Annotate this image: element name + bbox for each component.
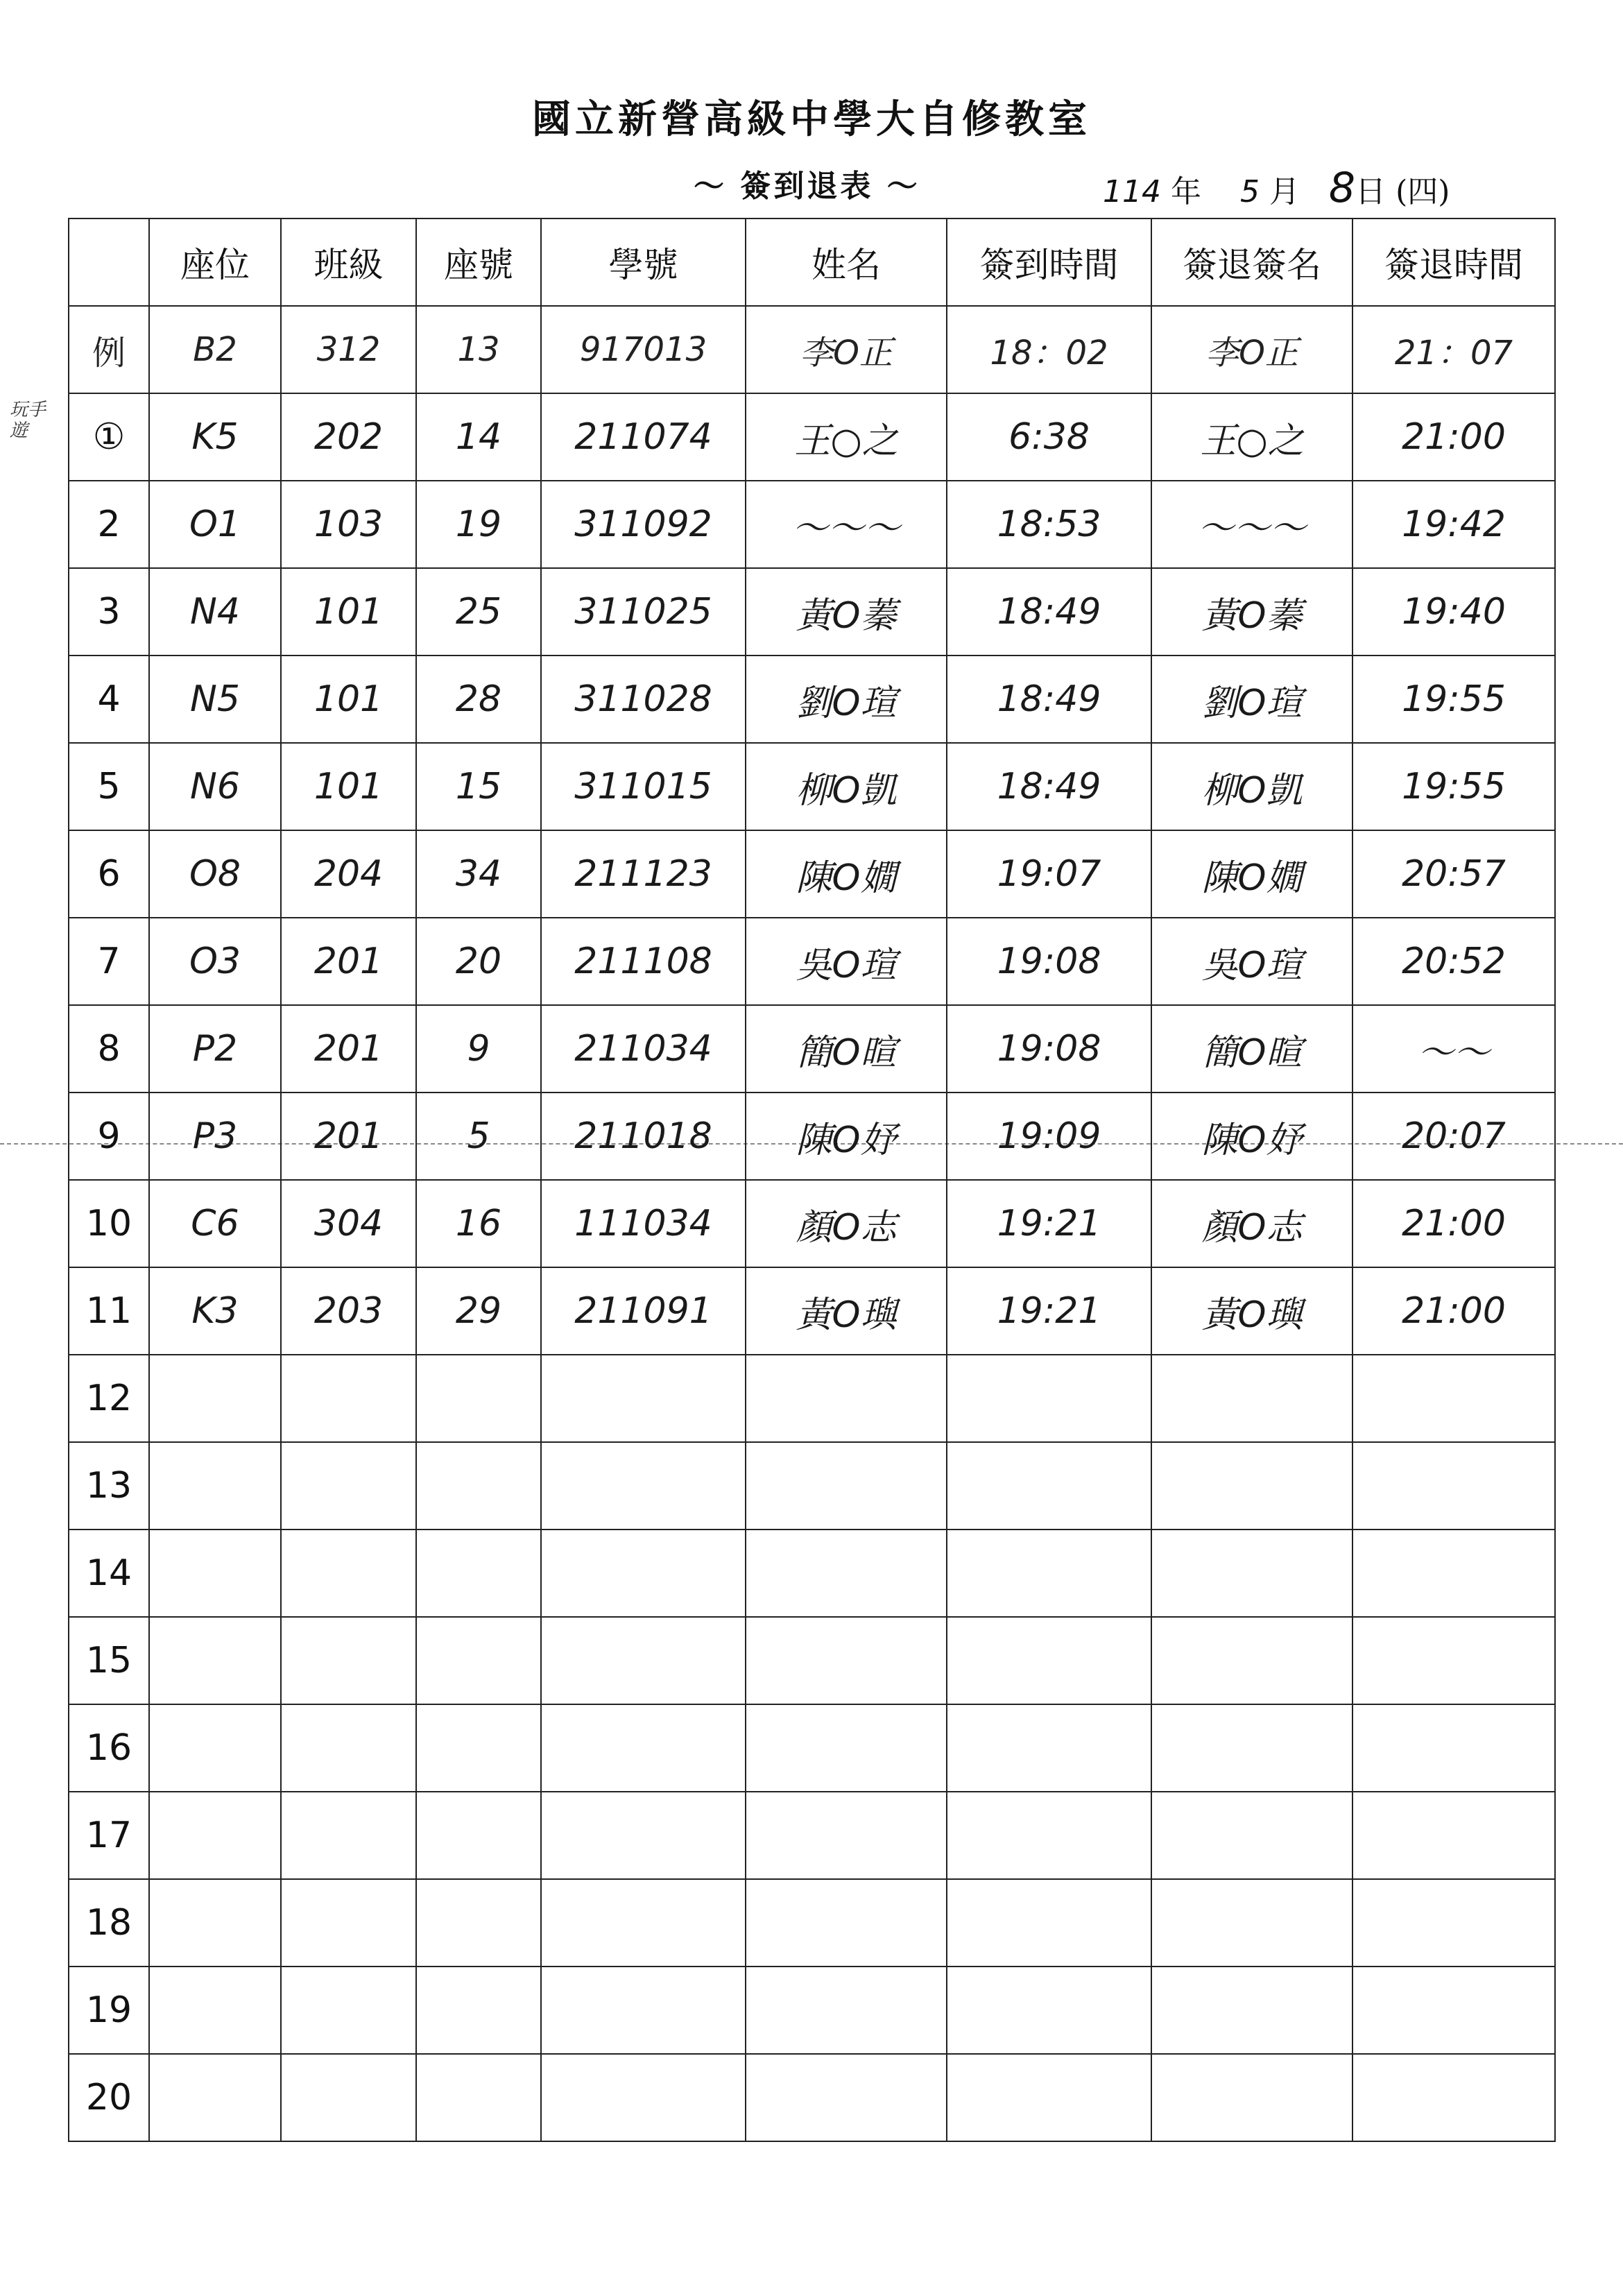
class-cell: 304 [281,1180,416,1267]
col-header-sign-out-name: 簽退簽名 [1151,219,1352,306]
seat-cell [149,1530,281,1617]
class-cell [281,1967,416,2054]
row-no: 3 [69,568,149,656]
student-id-cell [541,1704,746,1792]
student-id-cell [541,1442,746,1530]
row-no: 12 [69,1355,149,1442]
table-row [69,1879,1555,1967]
class-cell: 201 [281,1093,416,1180]
name-cell: 劉O瑄 [746,656,947,743]
sign-in-time-cell: 19:08 [947,918,1151,1005]
sign-out-name-cell [1151,1704,1352,1792]
seat-cell: O8 [149,830,281,918]
sign-out-name-cell: 吳O瑄 [1151,918,1352,1005]
sign-out-time-cell [1352,1879,1555,1967]
row-no: ① [69,393,149,481]
sign-out-name-cell: 陳O妤 [1151,1093,1352,1180]
student-id-cell: 311025 [541,568,746,656]
student-id-cell [541,2054,746,2141]
name-cell [746,1792,947,1879]
row-no: 4 [69,656,149,743]
seat-no-cell: 13 [416,306,541,393]
sign-out-time-cell: ～～ [1352,1005,1555,1093]
table-row [69,1355,1555,1442]
student-id-cell: 211108 [541,918,746,1005]
sign-out-name-cell: 黃O蓁 [1151,568,1352,656]
col-header-student-id: 學號 [541,219,746,306]
seat-no-cell [416,1442,541,1530]
table-row [69,481,1555,568]
row-no: 5 [69,743,149,830]
seat-no-cell: 19 [416,481,541,568]
seat-cell: B2 [149,306,281,393]
sign-out-time-cell: 21:00 [1352,1267,1555,1355]
sign-out-time-cell: 19:55 [1352,656,1555,743]
seat-cell: O3 [149,918,281,1005]
table-row [69,1792,1555,1879]
class-cell: 101 [281,656,416,743]
sign-in-time-cell: 19:21 [947,1267,1151,1355]
seat-no-cell: 14 [416,393,541,481]
seat-cell: N6 [149,743,281,830]
form-title: 國立新營高級中學大自修教室 [532,96,1091,142]
sign-in-time-cell: 18:49 [947,568,1151,656]
seat-no-cell [416,1617,541,1704]
row-no: 10 [69,1180,149,1267]
sign-in-time-cell: 18:49 [947,656,1151,743]
row-no: 9 [69,1093,149,1180]
date-weekday: (四) [1396,174,1450,209]
sign-in-time-cell [947,1355,1151,1442]
class-cell [281,1704,416,1792]
student-id-cell [541,1792,746,1879]
name-cell: 柳O凱 [746,743,947,830]
col-header-no [69,219,149,306]
seat-no-cell: 15 [416,743,541,830]
class-cell: 312 [281,306,416,393]
seat-no-cell [416,1879,541,1967]
sign-in-time-cell: 18:53 [947,481,1151,568]
name-cell: 吳O瑄 [746,918,947,1005]
row-no: 17 [69,1792,149,1879]
name-cell: ～～～ [746,481,947,568]
row-no: 15 [69,1617,149,1704]
sign-out-name-cell: ～～～ [1151,481,1352,568]
date-month: 5 [1239,174,1260,209]
example-row [69,306,1555,393]
sign-out-name-cell [1151,1879,1352,1967]
table-row [69,1005,1555,1093]
table-row [69,830,1555,918]
date-line [1103,164,1450,212]
name-cell: 陳O嫺 [746,830,947,918]
sign-out-time-cell [1352,1355,1555,1442]
table-row [69,656,1555,743]
student-id-cell [541,1530,746,1617]
sign-in-time-cell: 19:07 [947,830,1151,918]
seat-cell: N4 [149,568,281,656]
seat-no-cell: 34 [416,830,541,918]
name-cell [746,1617,947,1704]
name-cell: 簡O暄 [746,1005,947,1093]
sign-in-time-cell: 19:21 [947,1180,1151,1267]
sign-out-name-cell [1151,2054,1352,2141]
name-cell [746,1967,947,2054]
row-no: 例 [69,306,149,393]
sign-in-time-cell [947,1442,1151,1530]
student-id-cell [541,1355,746,1442]
sign-out-name-cell: 黃O璵 [1151,1267,1352,1355]
date-month-unit: 月 [1269,174,1300,209]
class-cell: 201 [281,918,416,1005]
name-cell: 李O正 [746,306,947,393]
col-header-seat-no: 座號 [416,219,541,306]
date-year-unit: 年 [1170,174,1201,209]
side-note: 玩手遊 [10,400,46,441]
class-cell: 101 [281,568,416,656]
student-id-cell: 311028 [541,656,746,743]
sign-in-time-cell [947,1704,1151,1792]
table-row [69,1967,1555,2054]
sign-in-time-cell [947,1530,1151,1617]
seat-cell [149,1617,281,1704]
sign-out-time-cell [1352,1617,1555,1704]
row-no: 8 [69,1005,149,1093]
sign-out-name-cell [1151,1792,1352,1879]
seat-no-cell: 16 [416,1180,541,1267]
date-day: 8 [1328,164,1356,212]
seat-cell: P2 [149,1005,281,1093]
class-cell [281,1530,416,1617]
class-cell: 201 [281,1005,416,1093]
seat-cell [149,1704,281,1792]
seat-cell: P3 [149,1093,281,1180]
sign-out-time-cell [1352,2054,1555,2141]
table-row [69,918,1555,1005]
student-id-cell: 211074 [541,393,746,481]
sign-out-time-cell: 21:00 [1352,1180,1555,1267]
name-cell: 王○之 [746,393,947,481]
name-cell: 黃O璵 [746,1267,947,1355]
sign-in-time-cell [947,1879,1151,1967]
seat-cell [149,1967,281,2054]
table-row [69,1267,1555,1355]
seat-cell: K5 [149,393,281,481]
sign-out-name-cell [1151,1442,1352,1530]
seat-cell [149,1879,281,1967]
table-row [69,568,1555,656]
col-header-class: 班級 [281,219,416,306]
sign-out-name-cell: 陳O嫺 [1151,830,1352,918]
sign-in-time-cell [947,1617,1151,1704]
table-row [69,1442,1555,1530]
sign-out-time-cell: 20:07 [1352,1093,1555,1180]
date-day-unit: 日 [1355,174,1386,209]
class-cell: 101 [281,743,416,830]
table-row [69,1093,1555,1180]
student-id-cell [541,1967,746,2054]
row-no: 20 [69,2054,149,2141]
class-cell [281,1617,416,1704]
table-row [69,1617,1555,1704]
class-cell [281,1442,416,1530]
sign-in-time-cell: 6:38 [947,393,1151,481]
sign-out-time-cell [1352,1792,1555,1879]
name-cell [746,1530,947,1617]
seat-no-cell: 25 [416,568,541,656]
name-cell [746,1879,947,1967]
seat-no-cell [416,1792,541,1879]
table-row [69,1704,1555,1792]
seat-cell: O1 [149,481,281,568]
sign-out-name-cell: 顏O志 [1151,1180,1352,1267]
class-cell [281,1355,416,1442]
class-cell [281,2054,416,2141]
row-no: 16 [69,1704,149,1792]
sign-out-time-cell: 21:00 [1352,393,1555,481]
row-no: 7 [69,918,149,1005]
row-no: 19 [69,1967,149,2054]
name-cell [746,1442,947,1530]
seat-cell: C6 [149,1180,281,1267]
sign-in-time-cell: 19:08 [947,1005,1151,1093]
sign-out-time-cell: 19:55 [1352,743,1555,830]
seat-no-cell: 28 [416,656,541,743]
student-id-cell: 211018 [541,1093,746,1180]
sign-out-name-cell: 劉O瑄 [1151,656,1352,743]
table-row [69,743,1555,830]
sign-in-time-cell: 19:09 [947,1093,1151,1180]
sign-in-time-cell [947,1792,1151,1879]
name-cell [746,1355,947,1442]
sign-out-name-cell: 王○之 [1151,393,1352,481]
seat-no-cell: 20 [416,918,541,1005]
table-row [69,1180,1555,1267]
sign-out-time-cell: 20:57 [1352,830,1555,918]
name-cell [746,2054,947,2141]
sign-out-time-cell [1352,1704,1555,1792]
seat-cell [149,1355,281,1442]
date-year: 114 [1103,174,1161,209]
sign-out-time-cell: 19:40 [1352,568,1555,656]
sign-out-time-cell: 19:42 [1352,481,1555,568]
seat-cell: N5 [149,656,281,743]
table-row [69,393,1555,481]
sign-in-time-cell: 18:49 [947,743,1151,830]
row-no: 6 [69,830,149,918]
col-header-sign-out: 簽退時間 [1352,219,1555,306]
row-no: 13 [69,1442,149,1530]
sign-out-time-cell [1352,1442,1555,1530]
seat-no-cell [416,1704,541,1792]
student-id-cell: 311015 [541,743,746,830]
seat-no-cell: 9 [416,1005,541,1093]
form-subtitle: ～ 簽到退表 ～ [694,169,920,204]
seat-no-cell: 29 [416,1267,541,1355]
student-id-cell: 211091 [541,1267,746,1355]
student-id-cell [541,1879,746,1967]
col-header-sign-in: 簽到時間 [947,219,1151,306]
seat-no-cell [416,1530,541,1617]
sign-out-name-cell [1151,1355,1352,1442]
table-row [69,1530,1555,1617]
row-no: 2 [69,481,149,568]
seat-no-cell [416,1967,541,2054]
class-cell: 203 [281,1267,416,1355]
student-id-cell: 211123 [541,830,746,918]
sign-out-time-cell [1352,1530,1555,1617]
class-cell: 204 [281,830,416,918]
sign-out-name-cell: 簡O暄 [1151,1005,1352,1093]
col-header-name: 姓名 [746,219,947,306]
row-no: 11 [69,1267,149,1355]
student-id-cell: 917013 [541,306,746,393]
seat-no-cell [416,2054,541,2141]
sign-out-name-cell [1151,1967,1352,2054]
sign-in-time-cell [947,1967,1151,2054]
student-id-cell [541,1617,746,1704]
header-row [69,219,1555,306]
seat-no-cell [416,1355,541,1442]
sign-out-name-cell: 李O正 [1151,306,1352,393]
sign-out-name-cell [1151,1530,1352,1617]
sign-out-name-cell: 柳O凱 [1151,743,1352,830]
seat-cell [149,1442,281,1530]
row-no: 14 [69,1530,149,1617]
student-id-cell: 311092 [541,481,746,568]
student-id-cell: 211034 [541,1005,746,1093]
col-header-seat: 座位 [149,219,281,306]
name-cell: 陳O妤 [746,1093,947,1180]
sign-out-name-cell [1151,1617,1352,1704]
class-cell [281,1879,416,1967]
seat-no-cell: 5 [416,1093,541,1180]
sign-in-table [68,218,1556,2142]
seat-cell [149,2054,281,2141]
sign-out-time-cell: 20:52 [1352,918,1555,1005]
sign-out-time-cell: 21：07 [1352,306,1555,393]
student-id-cell: 111034 [541,1180,746,1267]
sign-out-time-cell [1352,1967,1555,2054]
sign-in-time-cell: 18：02 [947,306,1151,393]
class-cell: 103 [281,481,416,568]
seat-cell [149,1792,281,1879]
table-row [69,2054,1555,2141]
name-cell: 黃O蓁 [746,568,947,656]
name-cell [746,1704,947,1792]
name-cell: 顏O志 [746,1180,947,1267]
row-no: 18 [69,1879,149,1967]
sign-in-time-cell [947,2054,1151,2141]
seat-cell: K3 [149,1267,281,1355]
class-cell [281,1792,416,1879]
class-cell: 202 [281,393,416,481]
